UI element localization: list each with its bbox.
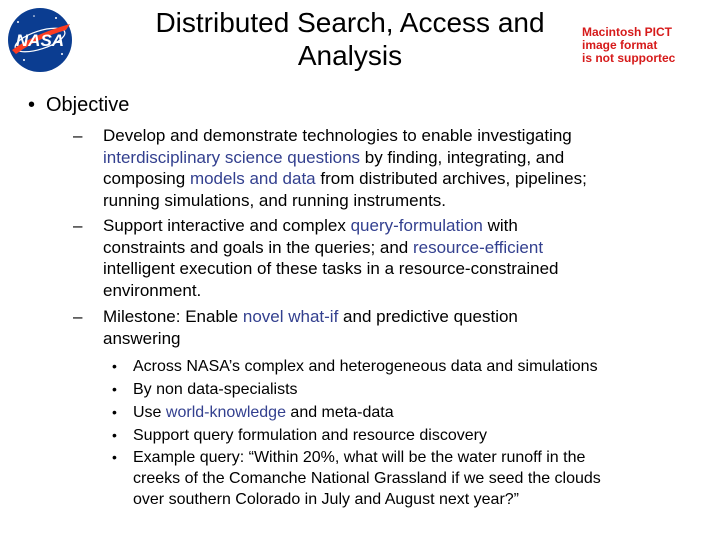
- bullet-marker: •: [112, 358, 117, 374]
- highlight-text: models and data: [189, 169, 316, 188]
- highlight-text: resource-efficient: [412, 237, 544, 257]
- highlight-text: world-knowledge: [165, 404, 286, 421]
- milestone-line-1: Milestone: Enable novel what-if and predictive question: [103, 307, 518, 326]
- sub-sub-bullet-world-knowledge: • Use world-knowledge and meta-data: [133, 401, 693, 424]
- sub-sub-bullet-query-formulation: • Support query formulation and resource discovery: [133, 424, 693, 447]
- dash-marker: –: [73, 216, 83, 235]
- support-line-3: intelligent execution of these tasks in a resource-constrained: [103, 259, 559, 278]
- sub-sub-bullet-non-specialists: • By non data-specialists: [133, 378, 693, 401]
- logo-wordmark: NASA: [15, 31, 65, 50]
- notice-line-3: is not supportec: [582, 51, 676, 65]
- develop-line-4: running simulations, and running instruments.: [103, 190, 447, 210]
- sub-sub-bullet-across: • Across NASA’s complex and heterogeneous data and simulations: [133, 355, 693, 378]
- dash-marker: –: [73, 307, 83, 326]
- milestone-line-2: answering: [103, 328, 181, 348]
- highlight-text: query-formulation: [350, 216, 483, 235]
- bullet-marker: •: [112, 381, 117, 397]
- sub-bullet-support: [73, 215, 703, 301]
- support-line-2: constraints and goals in the queries; and resource-efficient: [103, 237, 544, 257]
- develop-line-3: composing models and data from distributed archives, pipelines;: [103, 169, 587, 188]
- develop-line-2: interdisciplinary science questions by finding, integrating, and: [103, 147, 565, 167]
- title-line-1: Distributed Search, Access and: [155, 7, 545, 38]
- support-line-4: environment.: [103, 280, 202, 300]
- highlight-text: interdisciplinary science questions: [103, 147, 361, 167]
- highlight-text: novel what-if: [242, 307, 339, 326]
- bullet-marker: •: [112, 449, 117, 465]
- objective-label: Objective: [46, 94, 130, 116]
- sub-bullet-milestone: [73, 306, 703, 349]
- bullet-marker: •: [112, 404, 117, 420]
- sub-sub-bullet-example-query: • Example query: “Within 20%, what will be the water runoff in the creeks of the Comanche National Grassland if we seed the clouds over southern Colorado in July and August next year?”: [112, 449, 601, 508]
- develop-line-1: Develop and demonstrate technologies to enable investigating: [103, 126, 572, 145]
- title-line-2: Analysis: [297, 40, 403, 71]
- bullet-marker: •: [28, 94, 36, 116]
- dash-marker: –: [73, 126, 83, 145]
- bullet-marker: •: [112, 427, 117, 443]
- objective-bullet: [28, 93, 130, 117]
- notice-line-2: image format: [582, 38, 658, 52]
- sub-bullet-develop: [73, 125, 703, 211]
- notice-line-1: Macintosh PICT: [582, 26, 673, 39]
- support-line-1: Support interactive and complex query-formulation with: [103, 216, 518, 235]
